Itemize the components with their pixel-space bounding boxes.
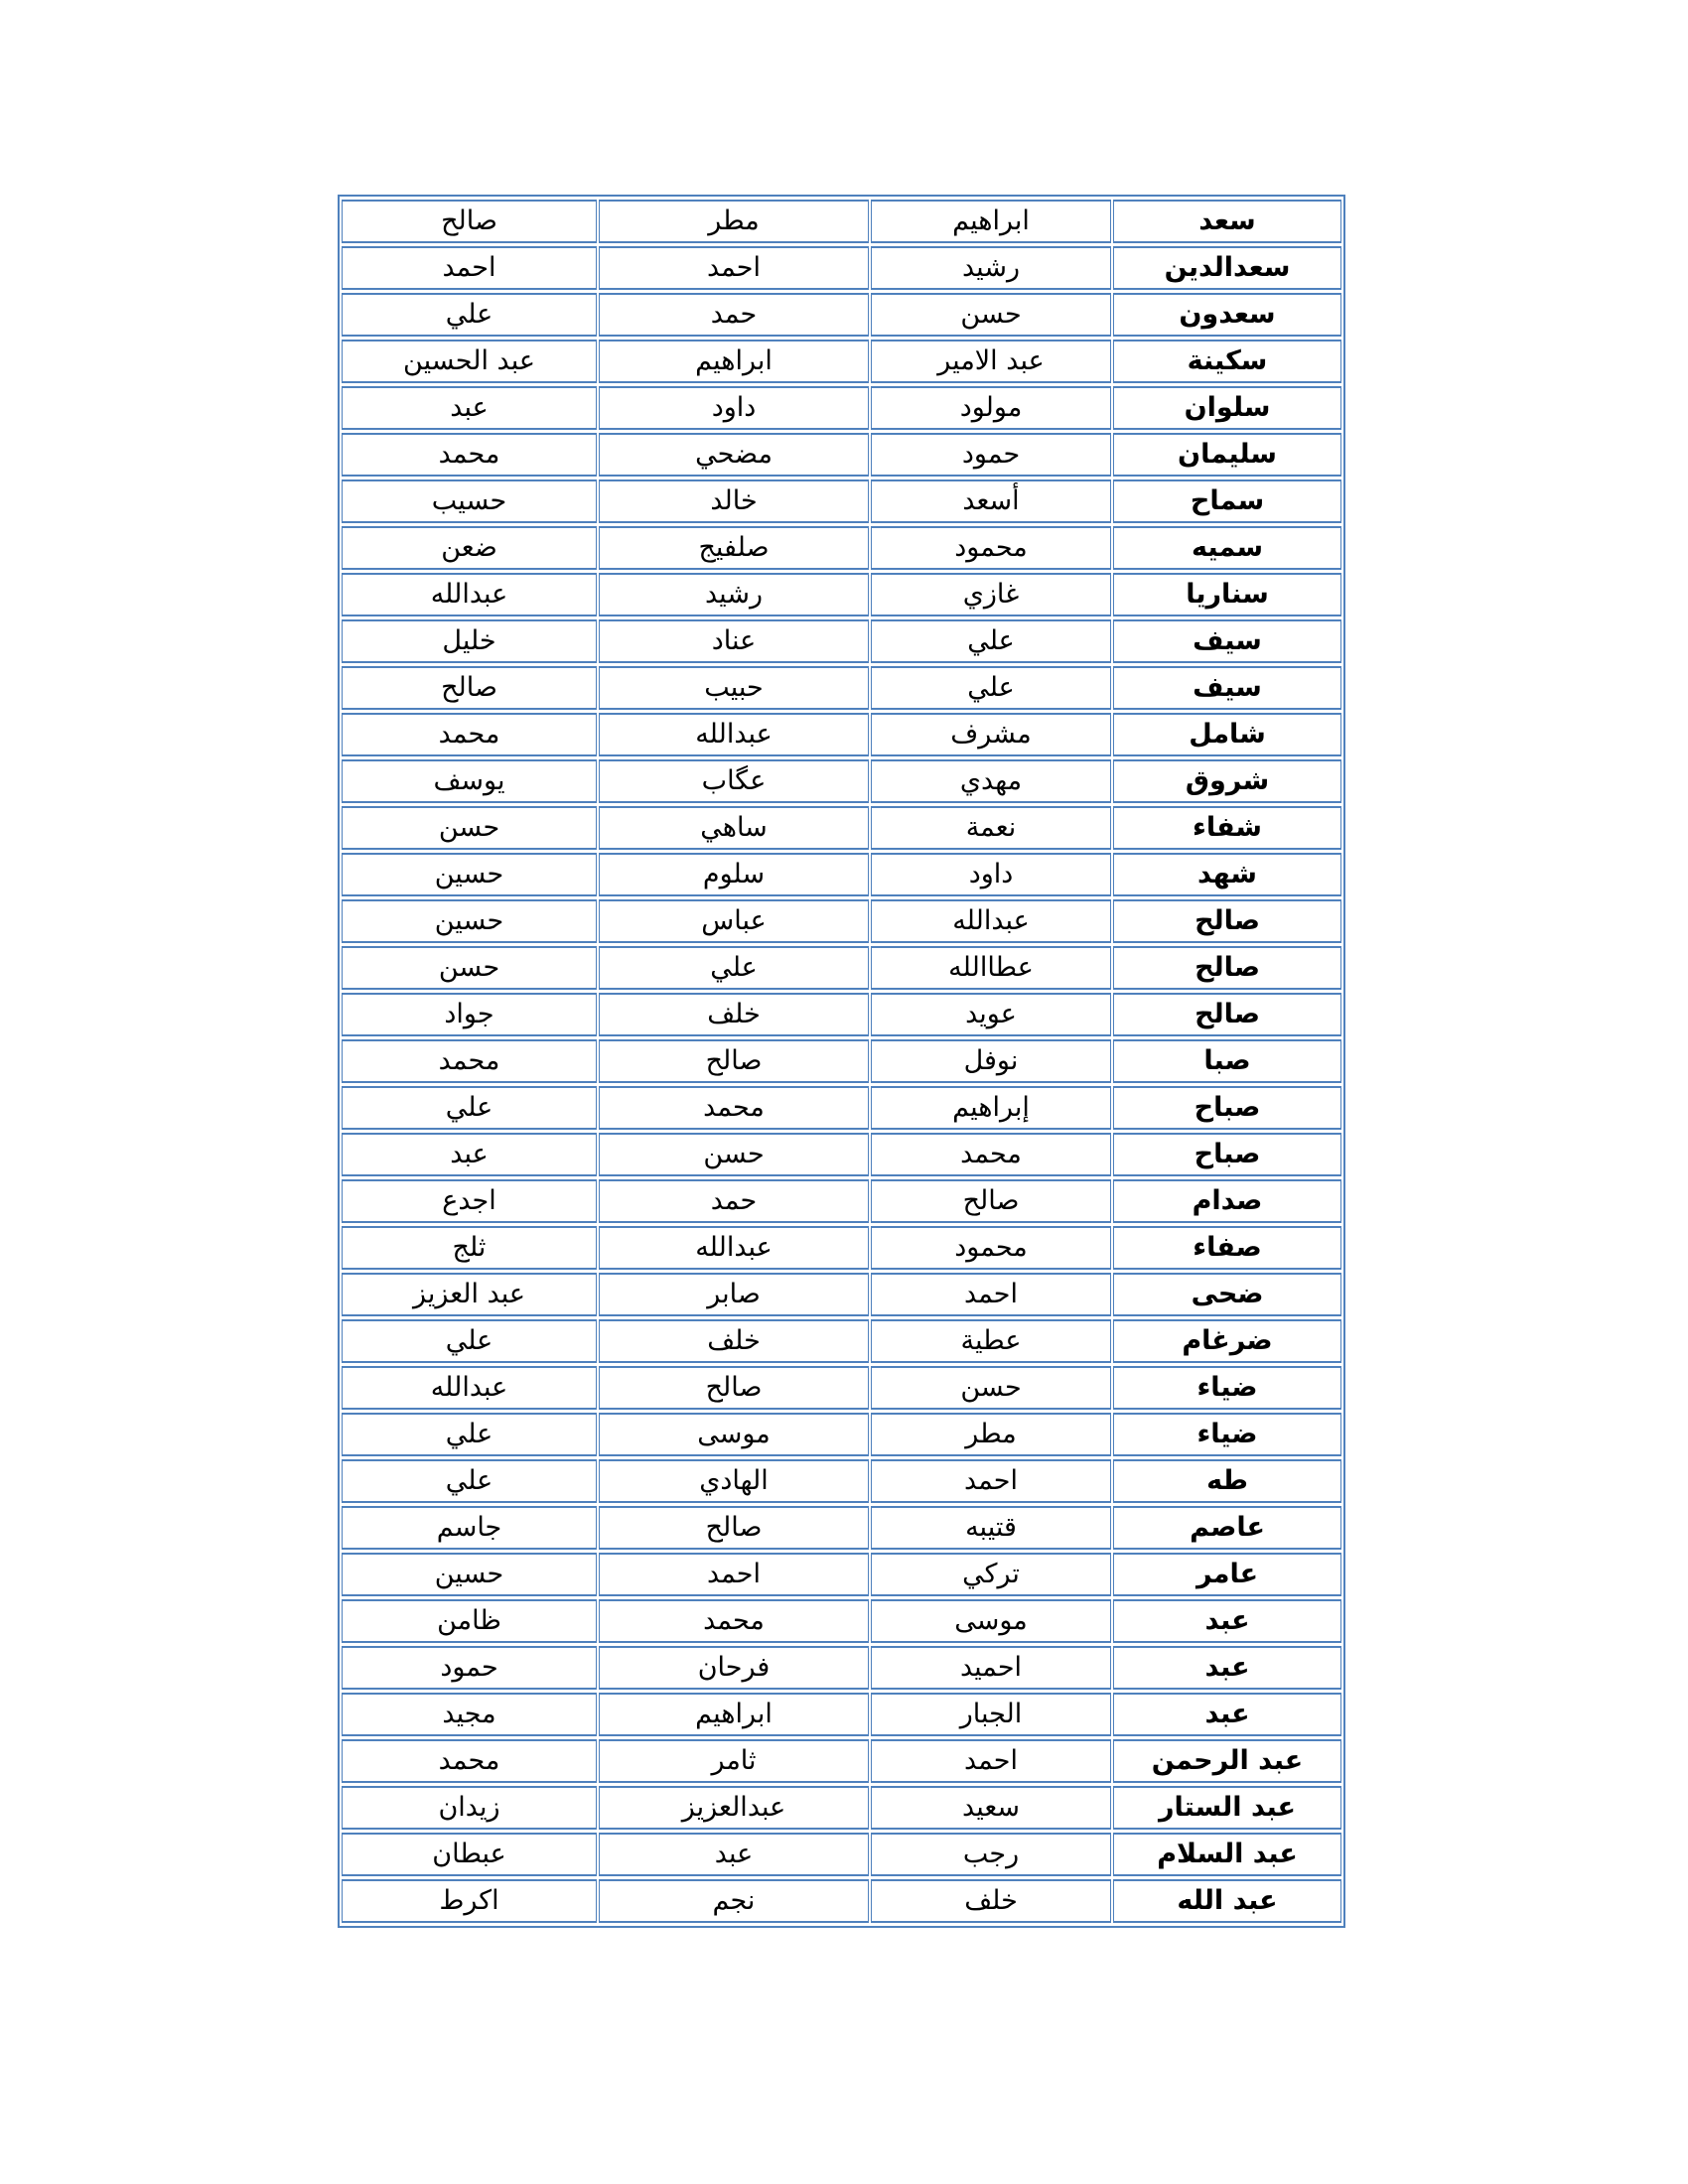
table-row	[342, 433, 1341, 477]
father-name-cell: عويد	[871, 993, 1111, 1036]
table-row	[342, 1179, 1341, 1223]
grandfather-name-cell: صلفيج	[599, 526, 869, 570]
table-row	[342, 1413, 1341, 1456]
table-row	[342, 993, 1341, 1036]
fourth-name-cell: ضعن	[342, 526, 597, 570]
grandfather-name-cell: علي	[599, 946, 869, 990]
given-name-cell: سلوان	[1113, 386, 1341, 430]
grandfather-name-cell: احمد	[599, 1553, 869, 1596]
father-name-cell: محمود	[871, 1226, 1111, 1270]
table-row	[342, 1366, 1341, 1410]
given-name-cell: عبد الرحمن	[1113, 1739, 1341, 1783]
father-name-cell: مطر	[871, 1413, 1111, 1456]
given-name-cell: عبد الله	[1113, 1879, 1341, 1923]
names-table-body	[342, 200, 1341, 1923]
table-row	[342, 1039, 1341, 1083]
names-table	[338, 195, 1345, 1928]
fourth-name-cell: صالح	[342, 200, 597, 243]
table-row	[342, 1319, 1341, 1363]
father-name-cell: غازي	[871, 573, 1111, 616]
father-name-cell: محمد	[871, 1133, 1111, 1176]
fourth-name-cell: صالح	[342, 666, 597, 710]
given-name-cell: شهد	[1113, 853, 1341, 896]
grandfather-name-cell: داود	[599, 386, 869, 430]
fourth-name-cell: جاسم	[342, 1506, 597, 1550]
grandfather-name-cell: نجم	[599, 1879, 869, 1923]
father-name-cell: علي	[871, 619, 1111, 663]
table-row	[342, 1459, 1341, 1503]
father-name-cell: حمود	[871, 433, 1111, 477]
grandfather-name-cell: صالح	[599, 1506, 869, 1550]
father-name-cell: خلف	[871, 1879, 1111, 1923]
grandfather-name-cell: حسن	[599, 1133, 869, 1176]
fourth-name-cell: عبد	[342, 1133, 597, 1176]
table-row	[342, 200, 1341, 243]
given-name-cell: صفاء	[1113, 1226, 1341, 1270]
given-name-cell: طه	[1113, 1459, 1341, 1503]
grandfather-name-cell: عبدالله	[599, 713, 869, 756]
given-name-cell: سيف	[1113, 666, 1341, 710]
grandfather-name-cell: عگاب	[599, 759, 869, 803]
father-name-cell: صالح	[871, 1179, 1111, 1223]
fourth-name-cell: ثلج	[342, 1226, 597, 1270]
fourth-name-cell: حسن	[342, 946, 597, 990]
grandfather-name-cell: عبد	[599, 1833, 869, 1876]
grandfather-name-cell: ساهي	[599, 806, 869, 850]
table-row	[342, 340, 1341, 383]
father-name-cell: عطاالله	[871, 946, 1111, 990]
father-name-cell: احمد	[871, 1459, 1111, 1503]
father-name-cell: حسن	[871, 293, 1111, 337]
fourth-name-cell: حسين	[342, 853, 597, 896]
given-name-cell: سيف	[1113, 619, 1341, 663]
fourth-name-cell: زيدان	[342, 1786, 597, 1830]
table-row	[342, 1133, 1341, 1176]
given-name-cell: عامر	[1113, 1553, 1341, 1596]
father-name-cell: تركي	[871, 1553, 1111, 1596]
grandfather-name-cell: عبدالعزيز	[599, 1786, 869, 1830]
table-row	[342, 1086, 1341, 1130]
table-row	[342, 1786, 1341, 1830]
father-name-cell: مولود	[871, 386, 1111, 430]
fourth-name-cell: ظامن	[342, 1599, 597, 1643]
given-name-cell: صالح	[1113, 899, 1341, 943]
given-name-cell: سعدون	[1113, 293, 1341, 337]
fourth-name-cell: حسين	[342, 1553, 597, 1596]
grandfather-name-cell: محمد	[599, 1599, 869, 1643]
table-row	[342, 1599, 1341, 1643]
grandfather-name-cell: خلف	[599, 993, 869, 1036]
table-row	[342, 1273, 1341, 1316]
grandfather-name-cell: رشيد	[599, 573, 869, 616]
father-name-cell: عبد الامير	[871, 340, 1111, 383]
fourth-name-cell: عبد	[342, 386, 597, 430]
father-name-cell: سعيد	[871, 1786, 1111, 1830]
table-row	[342, 759, 1341, 803]
father-name-cell: إبراهيم	[871, 1086, 1111, 1130]
given-name-cell: سماح	[1113, 479, 1341, 523]
fourth-name-cell: محمد	[342, 713, 597, 756]
table-row	[342, 1833, 1341, 1876]
grandfather-name-cell: مطر	[599, 200, 869, 243]
table-row	[342, 1553, 1341, 1596]
fourth-name-cell: حمود	[342, 1646, 597, 1690]
table-row	[342, 1879, 1341, 1923]
fourth-name-cell: محمد	[342, 433, 597, 477]
table-row	[342, 526, 1341, 570]
table-row	[342, 1646, 1341, 1690]
father-name-cell: رشيد	[871, 246, 1111, 290]
fourth-name-cell: احمد	[342, 246, 597, 290]
grandfather-name-cell: خالد	[599, 479, 869, 523]
father-name-cell: قتيبه	[871, 1506, 1111, 1550]
father-name-cell: داود	[871, 853, 1111, 896]
given-name-cell: صبا	[1113, 1039, 1341, 1083]
given-name-cell: عبد	[1113, 1599, 1341, 1643]
table-row	[342, 713, 1341, 756]
fourth-name-cell: مجيد	[342, 1693, 597, 1736]
fourth-name-cell: خليل	[342, 619, 597, 663]
grandfather-name-cell: حمد	[599, 1179, 869, 1223]
table-row	[342, 573, 1341, 616]
given-name-cell: صالح	[1113, 993, 1341, 1036]
given-name-cell: سعد	[1113, 200, 1341, 243]
given-name-cell: صدام	[1113, 1179, 1341, 1223]
father-name-cell: الجبار	[871, 1693, 1111, 1736]
grandfather-name-cell: احمد	[599, 246, 869, 290]
fourth-name-cell: يوسف	[342, 759, 597, 803]
table-row	[342, 1739, 1341, 1783]
grandfather-name-cell: عناد	[599, 619, 869, 663]
given-name-cell: سعدالدين	[1113, 246, 1341, 290]
given-name-cell: شفاء	[1113, 806, 1341, 850]
fourth-name-cell: علي	[342, 1413, 597, 1456]
given-name-cell: صالح	[1113, 946, 1341, 990]
father-name-cell: عطية	[871, 1319, 1111, 1363]
given-name-cell: عبد الستار	[1113, 1786, 1341, 1830]
given-name-cell: شامل	[1113, 713, 1341, 756]
fourth-name-cell: جواد	[342, 993, 597, 1036]
table-row	[342, 1226, 1341, 1270]
father-name-cell: نوفل	[871, 1039, 1111, 1083]
fourth-name-cell: عبد العزيز	[342, 1273, 597, 1316]
grandfather-name-cell: موسى	[599, 1413, 869, 1456]
father-name-cell: احميد	[871, 1646, 1111, 1690]
grandfather-name-cell: عبدالله	[599, 1226, 869, 1270]
father-name-cell: نعمة	[871, 806, 1111, 850]
given-name-cell: عاصم	[1113, 1506, 1341, 1550]
grandfather-name-cell: ثامر	[599, 1739, 869, 1783]
given-name-cell: عبد	[1113, 1646, 1341, 1690]
fourth-name-cell: اكرط	[342, 1879, 597, 1923]
father-name-cell: علي	[871, 666, 1111, 710]
fourth-name-cell: اجدع	[342, 1179, 597, 1223]
given-name-cell: صباح	[1113, 1133, 1341, 1176]
grandfather-name-cell: صابر	[599, 1273, 869, 1316]
fourth-name-cell: حسيب	[342, 479, 597, 523]
fourth-name-cell: محمد	[342, 1739, 597, 1783]
fourth-name-cell: علي	[342, 293, 597, 337]
table-row	[342, 619, 1341, 663]
fourth-name-cell: عبد الحسين	[342, 340, 597, 383]
father-name-cell: أسعد	[871, 479, 1111, 523]
given-name-cell: سكينة	[1113, 340, 1341, 383]
given-name-cell: ضرغام	[1113, 1319, 1341, 1363]
given-name-cell: عبد	[1113, 1693, 1341, 1736]
grandfather-name-cell: محمد	[599, 1086, 869, 1130]
table-row	[342, 899, 1341, 943]
grandfather-name-cell: حمد	[599, 293, 869, 337]
given-name-cell: صباح	[1113, 1086, 1341, 1130]
father-name-cell: احمد	[871, 1739, 1111, 1783]
given-name-cell: سميه	[1113, 526, 1341, 570]
table-row	[342, 853, 1341, 896]
father-name-cell: موسى	[871, 1599, 1111, 1643]
table-row	[342, 1693, 1341, 1736]
given-name-cell: ضحى	[1113, 1273, 1341, 1316]
father-name-cell: مشرف	[871, 713, 1111, 756]
fourth-name-cell: عبطان	[342, 1833, 597, 1876]
father-name-cell: ابراهيم	[871, 200, 1111, 243]
grandfather-name-cell: فرحان	[599, 1646, 869, 1690]
given-name-cell: ضياء	[1113, 1413, 1341, 1456]
table-row	[342, 666, 1341, 710]
fourth-name-cell: محمد	[342, 1039, 597, 1083]
grandfather-name-cell: ابراهيم	[599, 340, 869, 383]
father-name-cell: محمود	[871, 526, 1111, 570]
fourth-name-cell: علي	[342, 1459, 597, 1503]
grandfather-name-cell: سلوم	[599, 853, 869, 896]
table-row	[342, 293, 1341, 337]
father-name-cell: حسن	[871, 1366, 1111, 1410]
fourth-name-cell: عبدالله	[342, 1366, 597, 1410]
father-name-cell: رجب	[871, 1833, 1111, 1876]
given-name-cell: شروق	[1113, 759, 1341, 803]
grandfather-name-cell: عباس	[599, 899, 869, 943]
grandfather-name-cell: حبيب	[599, 666, 869, 710]
fourth-name-cell: حسن	[342, 806, 597, 850]
fourth-name-cell: عبدالله	[342, 573, 597, 616]
table-row	[342, 246, 1341, 290]
table-row	[342, 386, 1341, 430]
grandfather-name-cell: صالح	[599, 1039, 869, 1083]
grandfather-name-cell: صالح	[599, 1366, 869, 1410]
grandfather-name-cell: الهادي	[599, 1459, 869, 1503]
grandfather-name-cell: مضحي	[599, 433, 869, 477]
grandfather-name-cell: خلف	[599, 1319, 869, 1363]
fourth-name-cell: علي	[342, 1086, 597, 1130]
fourth-name-cell: علي	[342, 1319, 597, 1363]
table-row	[342, 479, 1341, 523]
table-row	[342, 946, 1341, 990]
father-name-cell: احمد	[871, 1273, 1111, 1316]
father-name-cell: عبدالله	[871, 899, 1111, 943]
given-name-cell: ضياء	[1113, 1366, 1341, 1410]
given-name-cell: سناريا	[1113, 573, 1341, 616]
table-row	[342, 1506, 1341, 1550]
given-name-cell: سليمان	[1113, 433, 1341, 477]
given-name-cell: عبد السلام	[1113, 1833, 1341, 1876]
table-row	[342, 806, 1341, 850]
fourth-name-cell: حسين	[342, 899, 597, 943]
grandfather-name-cell: ابراهيم	[599, 1693, 869, 1736]
father-name-cell: مهدي	[871, 759, 1111, 803]
